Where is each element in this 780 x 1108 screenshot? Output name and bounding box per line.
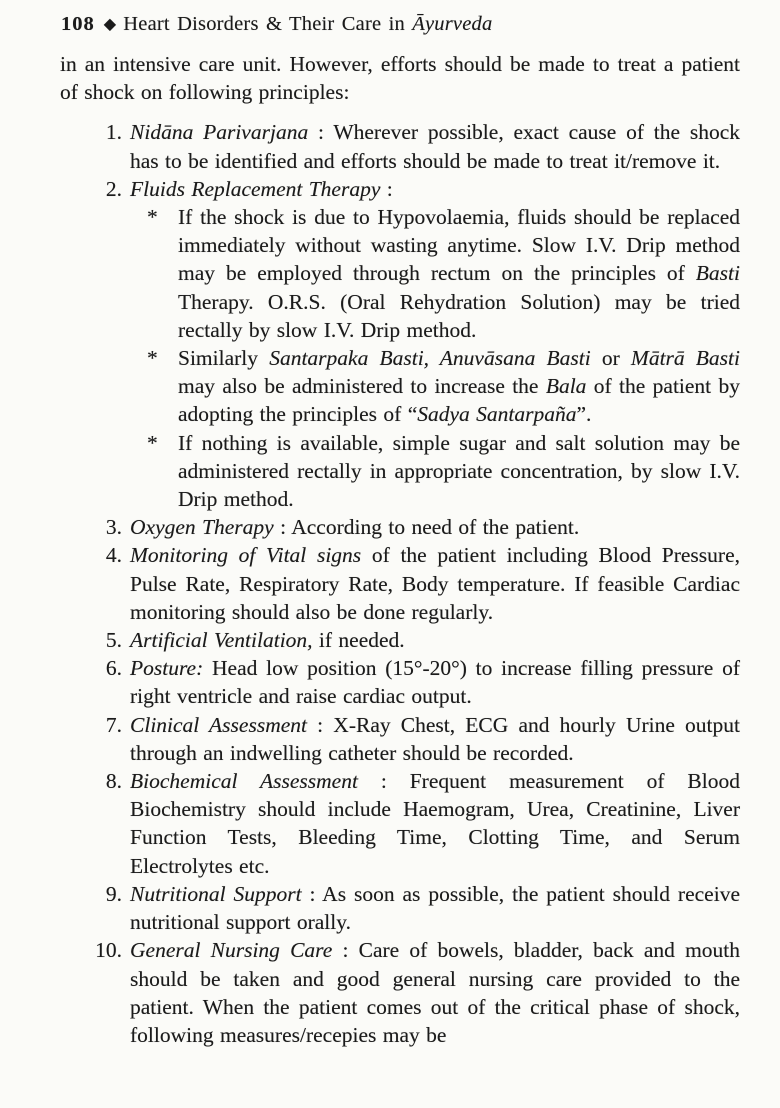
asterisk-bullet: * bbox=[147, 430, 158, 455]
list-item bbox=[60, 541, 740, 626]
item-text: General Nursing Care : Care of bowels, bladder, back and mouth should be taken and good general nursing care provided to the patient. When the patient comes out of the critical phase of shock, following measures/recepies may be bbox=[130, 938, 741, 1047]
asterisk-bullet: * bbox=[147, 205, 158, 230]
item-text: Biochemical Assessment : Frequent measurement of Blood Biochemistry should include Haemogram, Urea, Creatinine, Liver Function Tests, Bleeding Time, Clotting Time, and Serum Electrolytes etc. bbox=[130, 769, 740, 878]
item-text: Nutritional Support : As soon as possible, the patient should receive nutritional support orally. bbox=[130, 881, 740, 935]
page-number: 108 bbox=[61, 13, 95, 35]
item-text: Clinical Assessment : X-Ray Chest, ECG and hourly Urine output through an indwelling catheter should be recorded. bbox=[130, 712, 741, 765]
item-number: 1. bbox=[105, 120, 122, 145]
list-item bbox=[60, 936, 740, 1049]
item-number: 5. bbox=[105, 628, 122, 653]
list-item bbox=[60, 767, 740, 880]
item-number: 2. bbox=[105, 176, 122, 201]
item-number: 7. bbox=[105, 712, 122, 737]
list-item bbox=[60, 711, 740, 767]
item-number: 4. bbox=[105, 543, 122, 568]
item-number: 10. bbox=[95, 938, 122, 963]
list-item bbox=[60, 175, 740, 513]
item-text: Posture: Head low position (15°-20°) to increase filling pressure of right ventricle and raise cardiac output. bbox=[130, 656, 740, 709]
list-item bbox=[60, 880, 740, 936]
list-item bbox=[60, 513, 740, 541]
list-item bbox=[60, 626, 740, 654]
asterisk-bullet: * bbox=[147, 346, 158, 371]
item-number: 3. bbox=[105, 515, 122, 540]
sub-bullet bbox=[130, 344, 740, 429]
list-item bbox=[60, 118, 740, 174]
item-text: Monitoring of Vital signs of the patient including Blood Pressure, Pulse Rate, Respiratory Rate, Body temperature. If feasible Cardiac monitoring should also be done regularly. bbox=[130, 543, 740, 624]
running-title-italic: Āyurveda bbox=[412, 13, 493, 35]
item-number: 9. bbox=[105, 881, 122, 906]
item-text: Fluids Replacement Therapy : bbox=[130, 176, 393, 201]
sub-text: If the shock is due to Hypovolaemia, fluids should be replaced immediately without wasting anytime. Slow I.V. Drip method may be employed through rectum on the principles of Basti Therapy. O.R.S. (Oral Rehydration Solution) may be tried rectally by slow I.V. Drip method. bbox=[178, 205, 740, 342]
diamond-icon: ◆ bbox=[103, 16, 117, 33]
item-text: Artificial Ventilation, if needed. bbox=[130, 628, 405, 653]
item-number: 6. bbox=[105, 656, 122, 681]
intro-paragraph: in an intensive care unit. However, efforts should be made to treat a patient of shock on following principles: bbox=[60, 52, 740, 105]
principles-list bbox=[60, 118, 740, 1049]
sub-text: If nothing is available, simple sugar and salt solution may be administered rectally in appropriate concentration, by slow I.V. Drip method. bbox=[178, 430, 740, 512]
sub-bullet bbox=[130, 429, 740, 514]
sub-bullet bbox=[130, 203, 740, 344]
item-text: Oxygen Therapy : According to need of the patient. bbox=[130, 515, 580, 540]
list-item bbox=[60, 654, 740, 710]
item-text: Nidāna Parivarjana : Wherever possible, exact cause of the shock has to be identified and efforts should be made to treat it/remove it. bbox=[130, 120, 741, 173]
page-header bbox=[61, 13, 492, 36]
item-number: 8. bbox=[105, 769, 122, 794]
page-content bbox=[60, 50, 740, 1049]
sub-text: Similarly Santarpaka Basti, Anuvāsana Basti or Mātrā Basti may also be administered to increase the Bala of the patient by adopting the principles of “Sadya Santarpaña”. bbox=[178, 346, 741, 427]
running-title: Heart Disorders & Their Care in bbox=[123, 13, 405, 35]
